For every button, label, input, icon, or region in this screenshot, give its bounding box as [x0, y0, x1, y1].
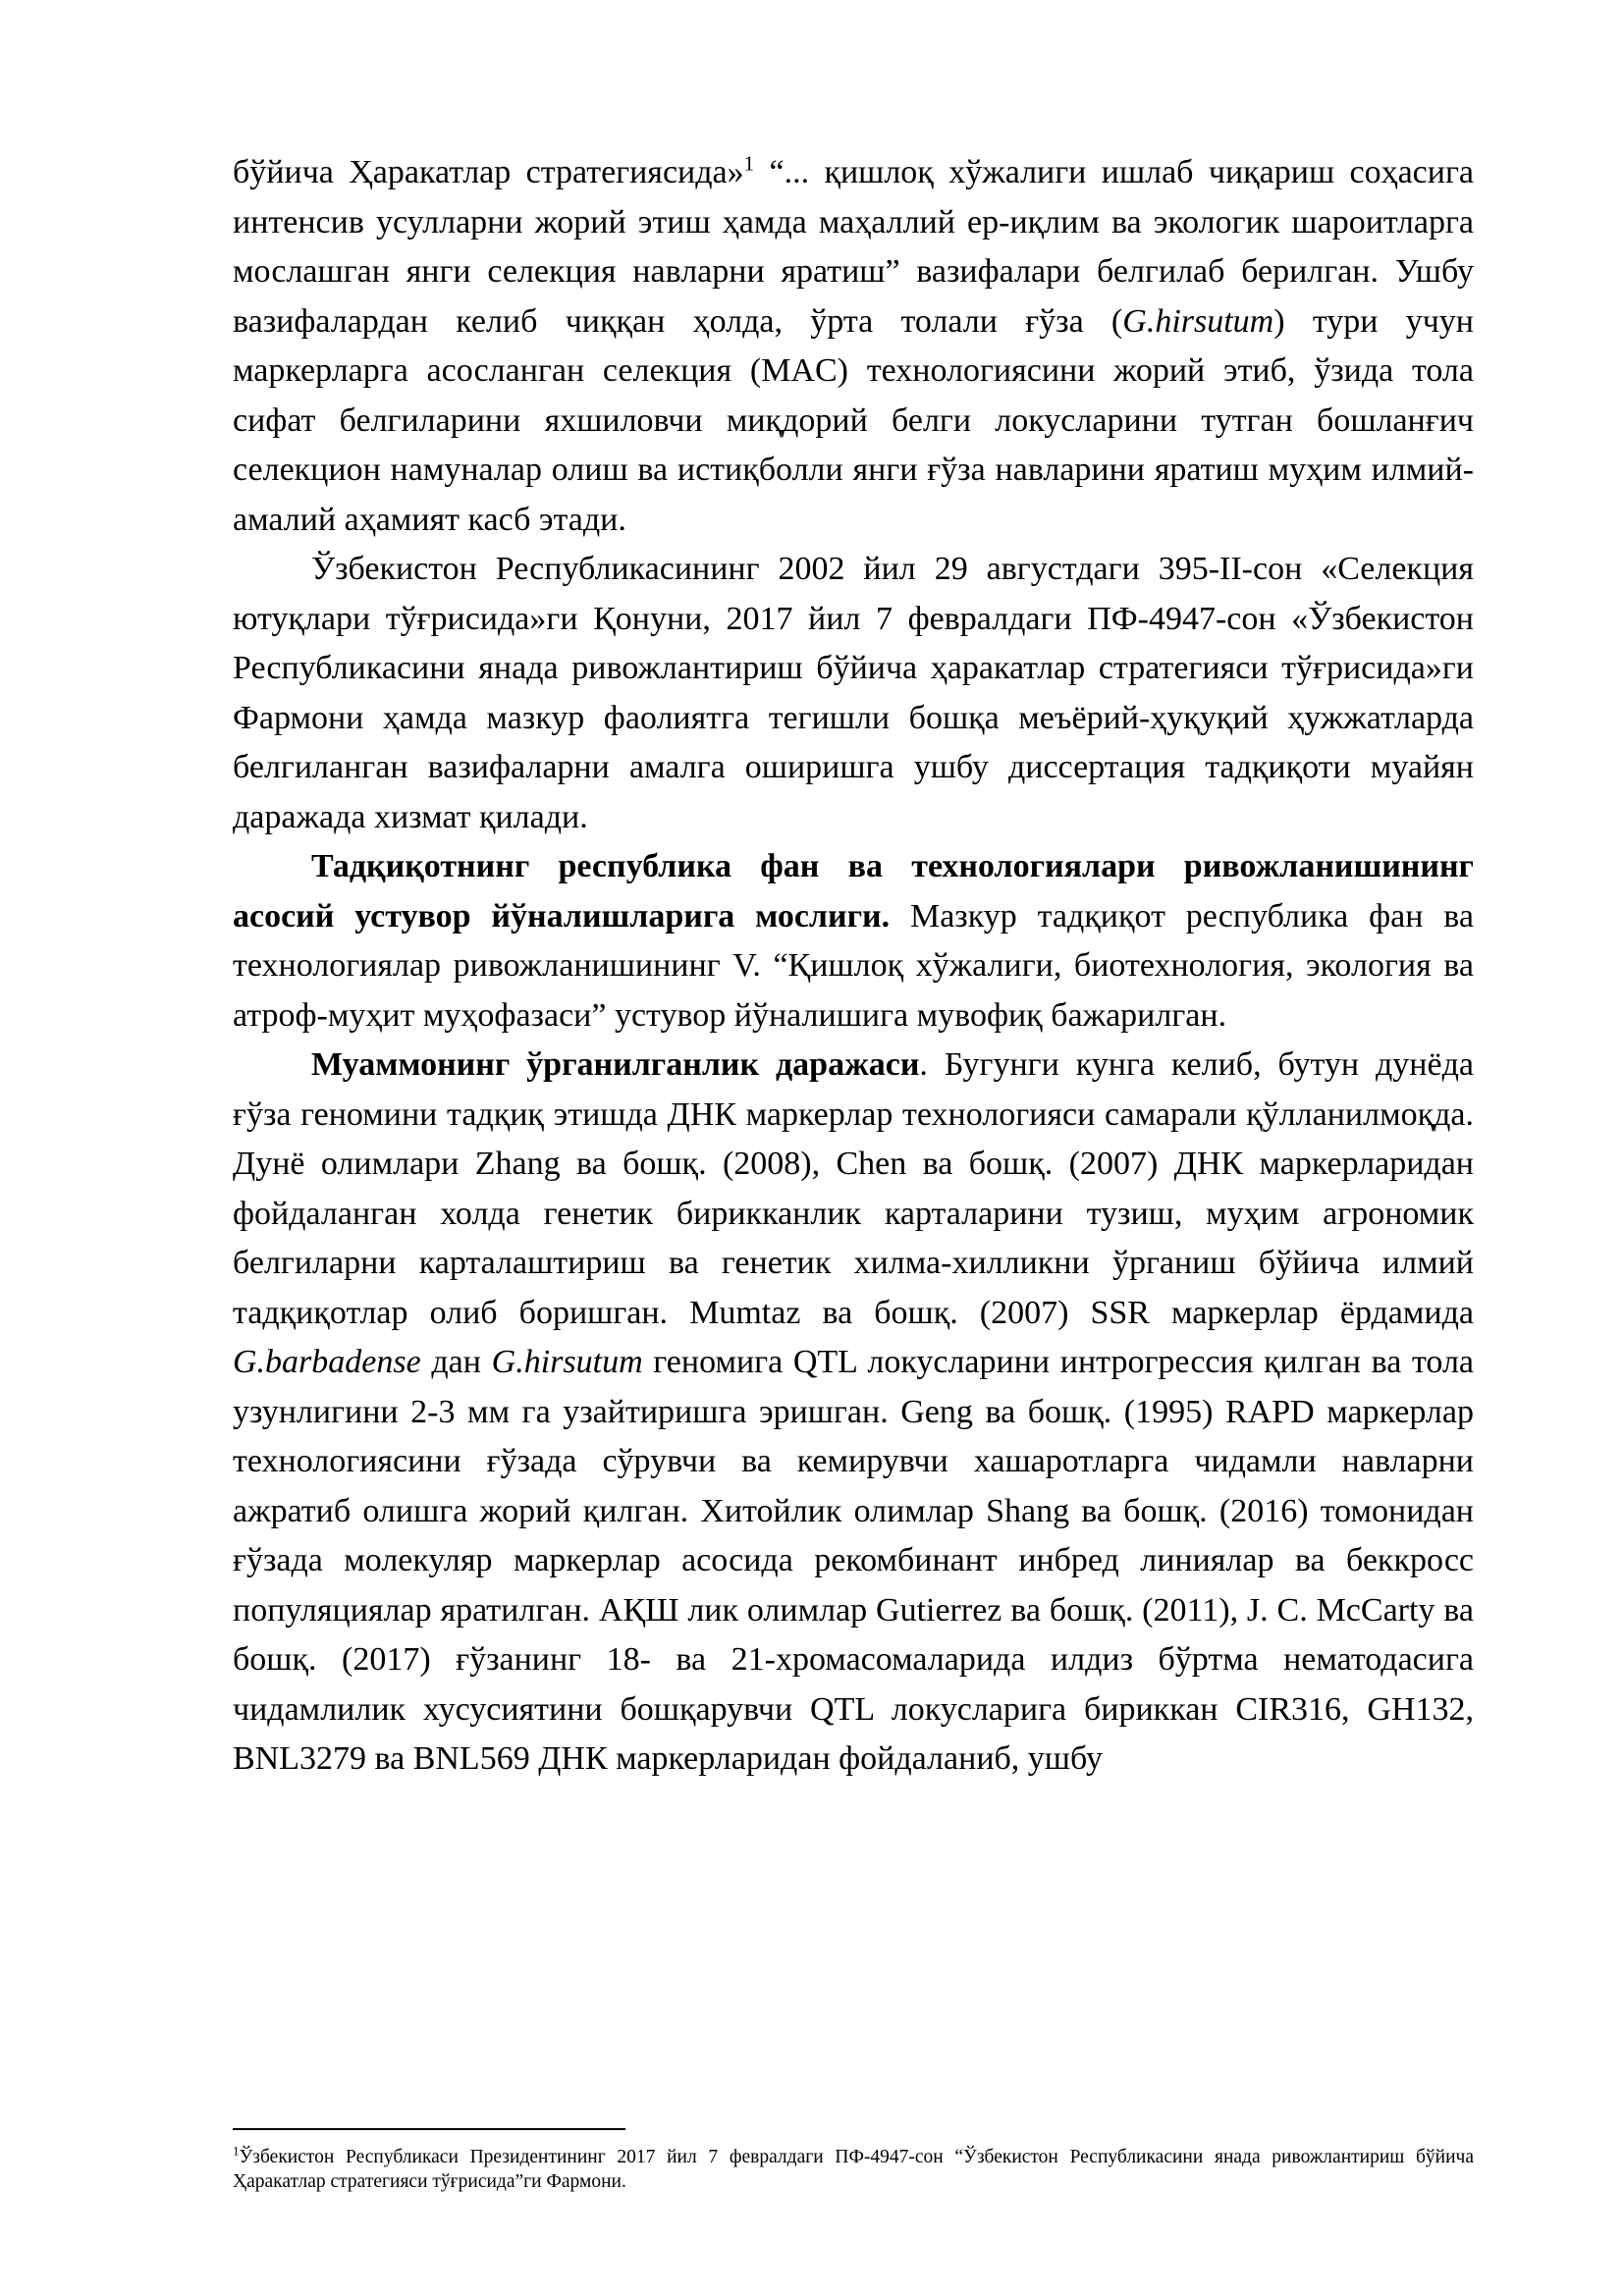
paragraph-text: дан	[420, 1344, 492, 1380]
section-heading: Муаммонинг ўрганилганлик даражаси	[311, 1046, 920, 1083]
main-text	[233, 148, 1474, 1785]
paragraph-text: бўйича Ҳаракатлар стратегиясида»	[233, 154, 744, 190]
species-name: G.hirsutum	[491, 1344, 643, 1380]
paragraph-priority-directions	[233, 842, 1474, 1041]
section-heading: Тадқиқотнинг республика фан ва технологиялари ривожланишининг асосий устувор йўналишларига мослиги.	[233, 848, 1474, 934]
species-name: G.hirsutum	[1122, 302, 1274, 340]
footnote	[233, 2145, 1474, 2194]
footnote-number: 1	[233, 2143, 240, 2159]
footnote-reference: 1	[743, 151, 755, 176]
paragraph-text: Ўзбекистон Республикасининг 2002 йил 29 августдаги 395-II-сон «Селекция ютуқлари тўғрисида»ги Қонуни, 2017 йил 7 февралдаги ПФ-4947-сон «Ўзбекистон Республикасини янада ривожлантириш бўйича ҳаракатлар стратегияси тўғрисида»ги Фармони ҳамда мазкур фаолиятга тегишли бошқа меъёрий-ҳуқуқий ҳужжатларда белгиланган вазифаларни амалга оширишга ушбу диссертация тадқиқоти муайян даражада хизмат қилади.	[233, 551, 1474, 835]
paragraph-legal-basis	[233, 545, 1474, 842]
paragraph-text: . Бугунги кунга келиб, бутун дунёда ғўза геномини тадқиқ этишда ДНК маркерлар технологияси самарали қўлланилмоқда. Дунё олимлари Zhang ва бошқ. (2008), Chen ва бошқ. (2007) ДНК маркерларидан фойдаланган холда генетик бирикканлик карталарини тузиш, муҳим агрономик белгиларни карталаштириш ва генетик хилма-хилликни ўрганиш бўйича илмий тадқиқотлар олиб боришган. Mumtaz ва бошқ. (2007) SSR маркерлар ёрдамида	[233, 1046, 1474, 1331]
footnote-text: Ўзбекистон Республикаси Президентининг 2017 йил 7 февралдаги ПФ-4947-сон “Ўзбекистон Республикасини янада ривожлантириш бўйича Ҳаракатлар стратегияси тўғрисида”ги Фармони.	[233, 2147, 1474, 2192]
paragraph-text: Мазкур тадқиқот республика фан ва технологиялар ривожланишининг V. “Қишлоқ хўжалиги, биотехнология, экология ва атроф-муҳит муҳофазаси” устувор йўналишига мувофиқ бажарилган.	[233, 897, 1474, 1034]
footnote-separator	[233, 2128, 625, 2130]
paragraph-text: ) тури учун маркерларга асосланган селекция (MAC) технологиясини жорий этиб, ўзида тола сифат белгиларини яхшиловчи миқдорий белги локусларини тутган бошланғич селекцион намуналар олиш ва истиқболли янги ғўза навларини яратиш муҳим илмий-амалий аҳамият касб этади.	[233, 302, 1474, 538]
paragraph-study-level	[233, 1041, 1474, 1785]
paragraph-text: геномига QTL локусларини интрогрессия қилган ва тола узунлигини 2-3 мм га узайтиришга эришган. Geng ва бошқ. (1995) RAPD маркерлар технологиясини ғўзада сўрувчи ва кемирувчи хашаротларга чидамли навларни ажратиб олишга жорий қилган. Хитойлик олимлар Shang ва бошқ. (2016) томонидан ғўзада молекуляр маркерлар асосида рекомбинант инбред линиялар ва беккросс популяциялар яратилган. АҚШ лик олимлар Gutierrez ва бошқ. (2011), J. C. McCarty ва бошқ. (2017) ғўзанинг 18- ва 21-хромасомаларида илдиз бўртма нематодасига чидамлилик хусусиятини бошқарувчи QTL локусларига бириккан CIR316, GH132, BNL3279 ва BNL569 ДНК маркерларидан фойдаланиб, ушбу	[233, 1344, 1475, 1777]
species-name: G.barbadense	[233, 1344, 421, 1380]
paragraph-strategy-continuation	[233, 148, 1474, 545]
paragraph-text: “... қишлоқ хўжалиги ишлаб чиқариш соҳасига интенсив усулларни жорий этиш ҳамда маҳаллий ер-иқлим ва экологик шароитларга мослашган янги селекция навларни яратиш” вазифалари белгилаб берилган. Ушбу вазифалардан келиб чиққан ҳолда, ўрта толали ғўза (	[233, 154, 1474, 340]
